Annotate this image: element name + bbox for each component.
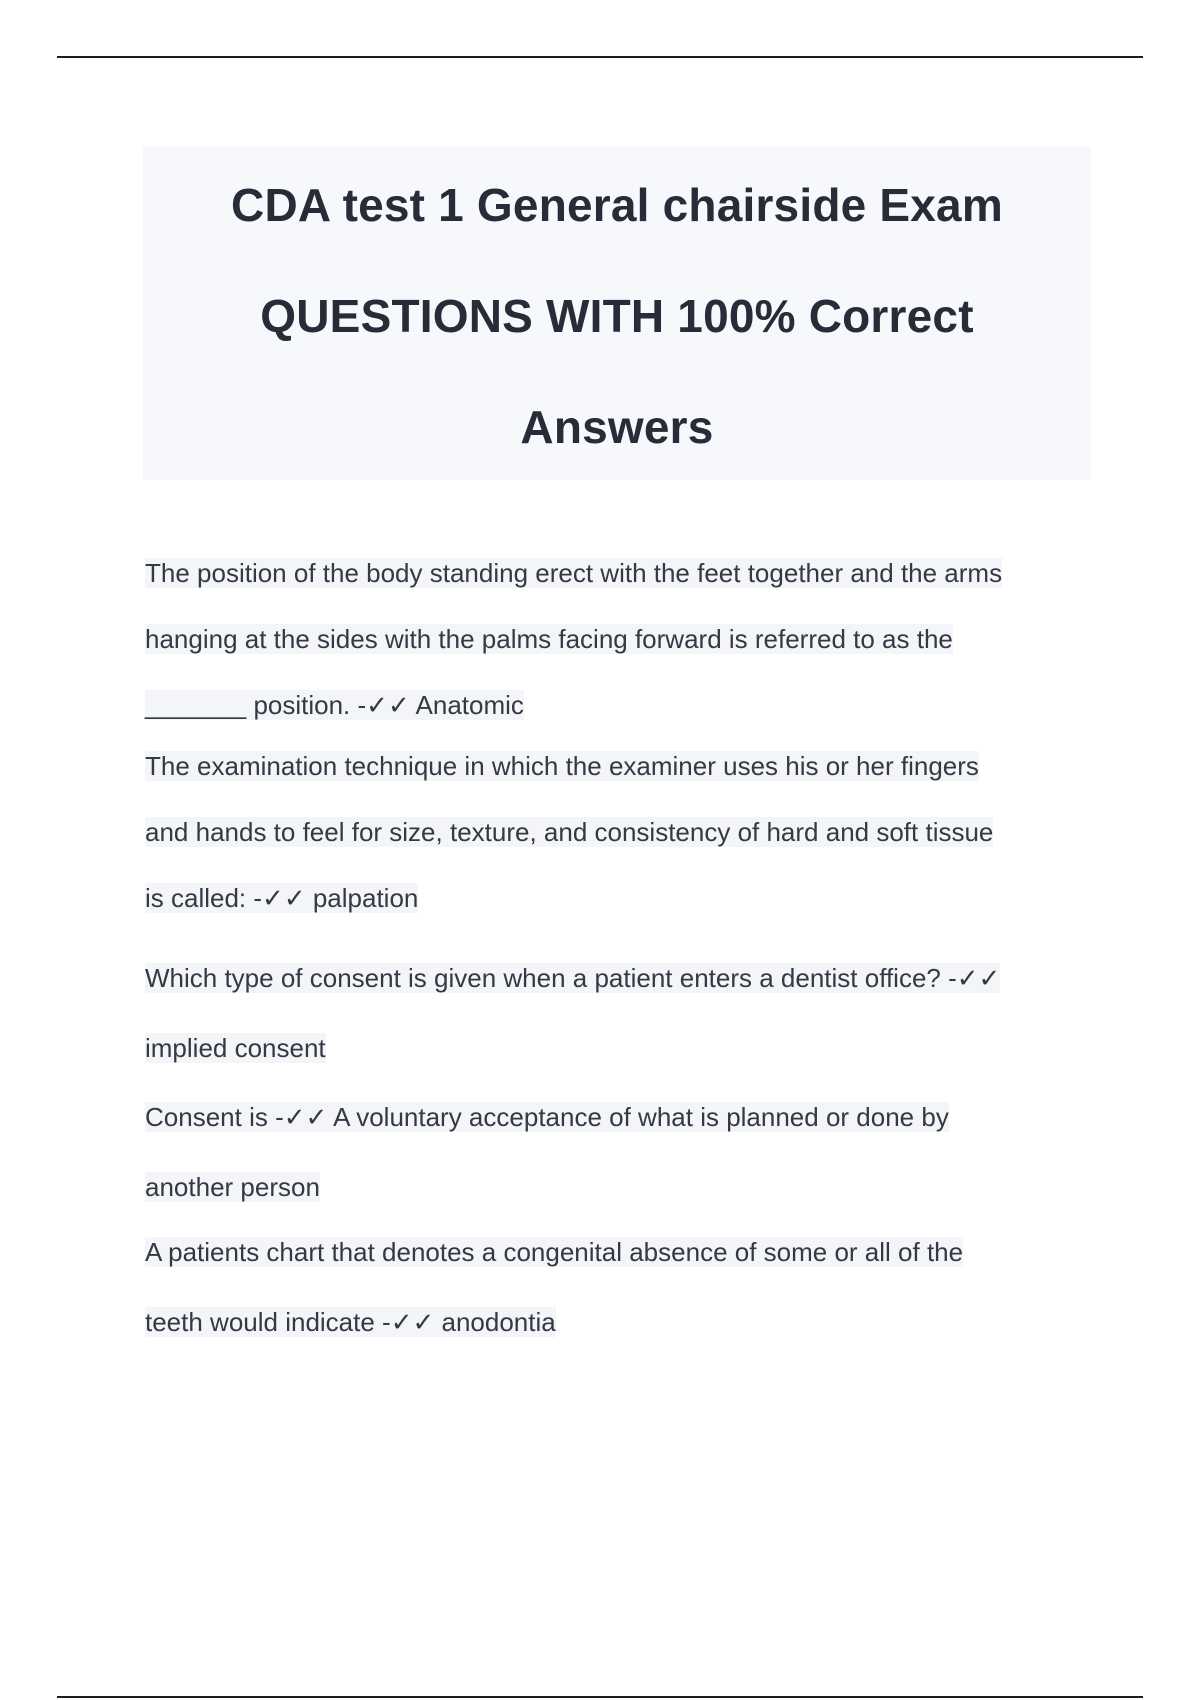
qa-line: The position of the body standing erect with the feet together and the arms [145,558,1003,588]
document-title [143,146,1091,480]
qa-item-4 [145,1082,1085,1222]
qa-line: Consent is -✓✓ A voluntary acceptance of what is planned or done by [145,1102,949,1132]
qa-line: The examination technique in which the examiner uses his or her fingers [145,751,979,781]
qa-line: _______ position. -✓✓ Anatomic [145,690,524,720]
qa-item-1 [145,540,1085,738]
qa-line: implied consent [145,1033,326,1063]
title-line-3: Answers [520,401,714,453]
qa-line: and hands to feel for size, texture, and consistency of hard and soft tissue [145,817,994,847]
qa-line: Which type of consent is given when a patient enters a dentist office? -✓✓ [145,963,1001,993]
qa-line: hanging at the sides with the palms facing forward is referred to as the [145,624,953,654]
qa-line: is called: -✓✓ palpation [145,883,419,913]
title-line-1: CDA test 1 General chairside Exam [231,179,1003,231]
qa-item-5 [145,1217,1085,1357]
qa-item-3 [145,943,1085,1083]
title-line-2: QUESTIONS WITH 100% Correct [260,290,974,342]
top-divider [57,56,1143,58]
qa-line: teeth would indicate -✓✓ anodontia [145,1307,556,1337]
bottom-divider [57,1696,1143,1698]
qa-line: A patients chart that denotes a congenital absence of some or all of the [145,1237,964,1267]
qa-line: another person [145,1172,320,1202]
qa-item-2 [145,733,1085,931]
